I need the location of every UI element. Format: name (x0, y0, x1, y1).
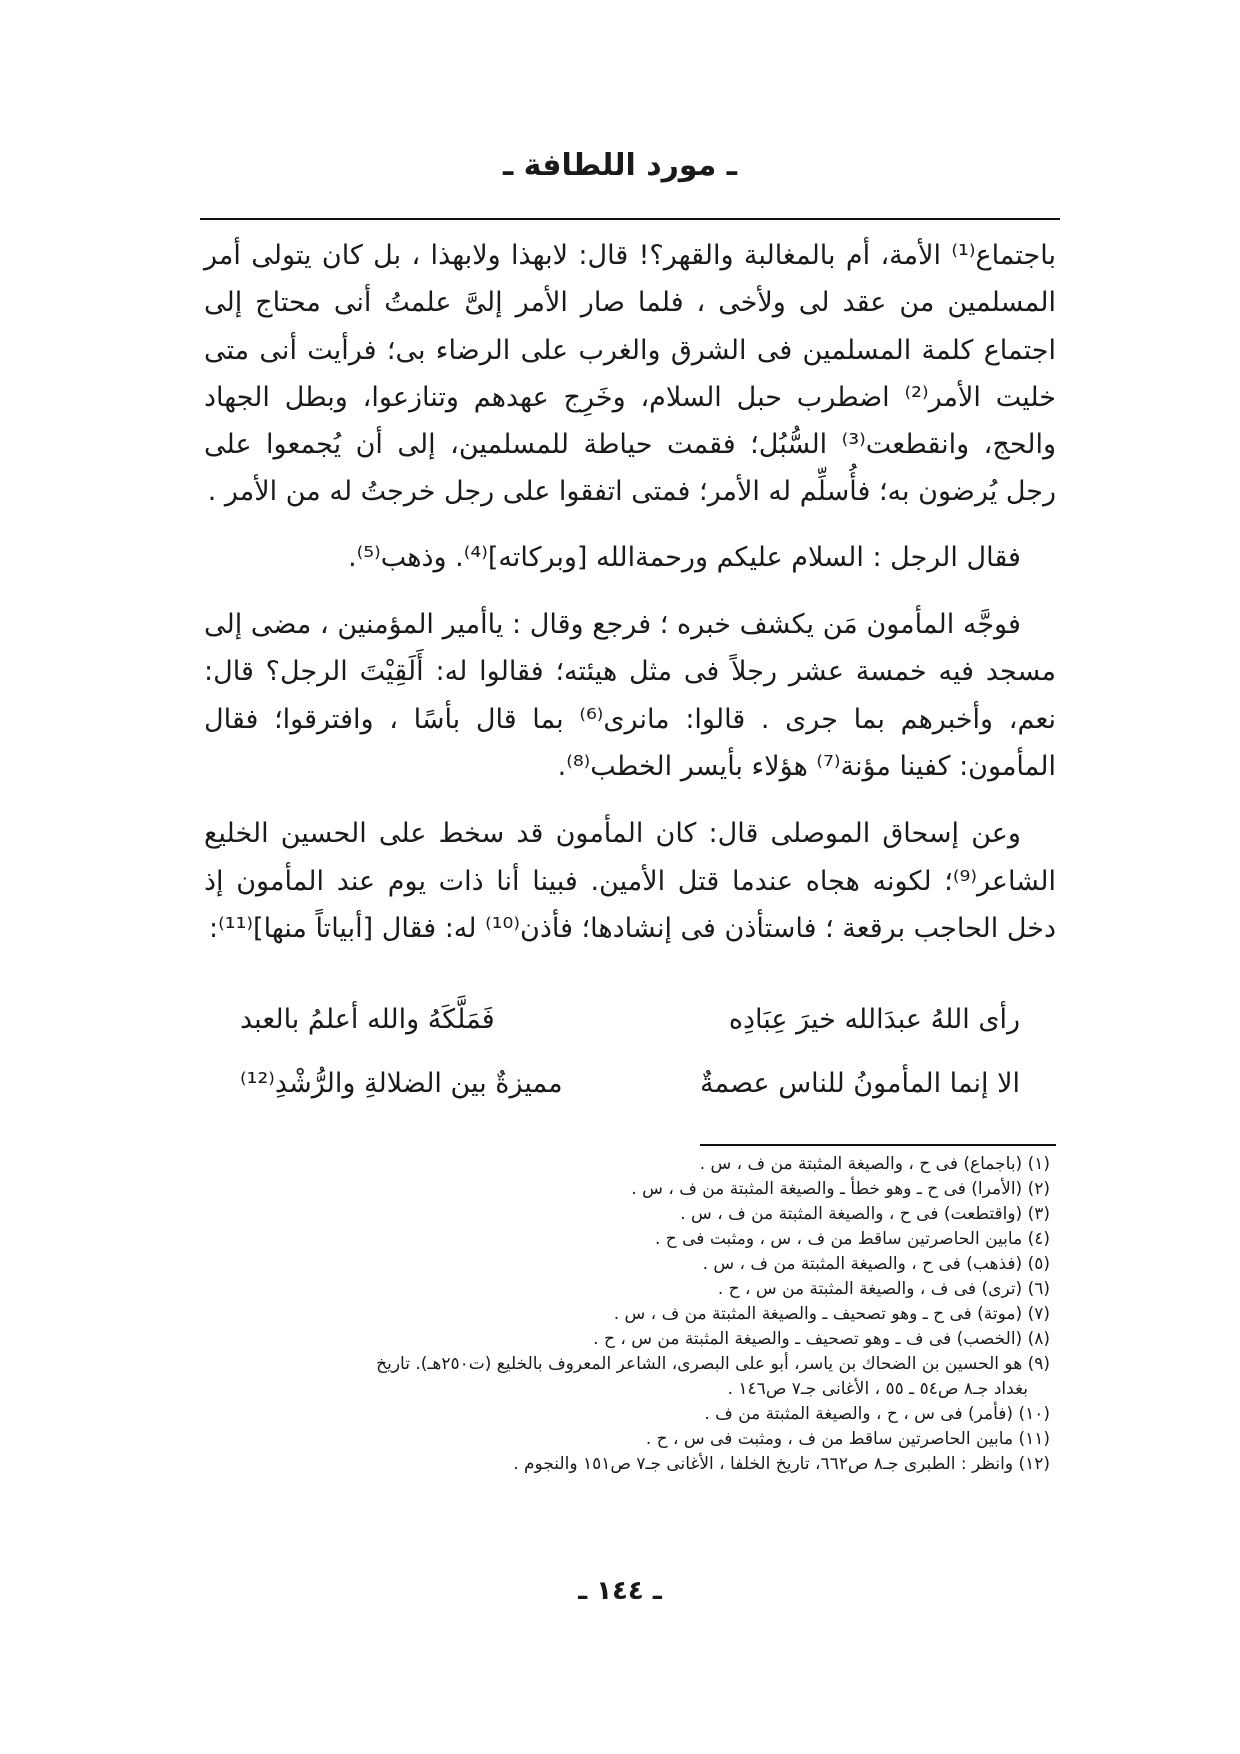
footnote: (٥) (فذهب) فى ح ، والصيغة المثبتة من ف ، س . (702, 1254, 1050, 1274)
footnote: (٣) (واقتطعت) فى ح ، والصيغة المثبتة من ف ، س . (680, 1204, 1050, 1224)
footnote: (٧) (موتة) فى ح ـ وهو تصحيف ـ والصيغة المثبتة من ف ، س . (613, 1304, 1050, 1324)
verse-first-hemistich: الا إنما المأمونُ للناس عصمةٌ (700, 1068, 1020, 1099)
footnote: (٨) (الخصب) فى ف ـ وهو تصحيف ـ والصيغة المثبتة من س ، ح . (593, 1329, 1050, 1349)
paragraph: باجتماع⁽¹⁾ الأمة، أم بالمغالبة والقهر؟! قال: لابهذا ولابهذا ، بل كان يتولى أمر المسلمين من عقد لى ولأخى ، فلما صار الأمر إلىَّ علمتُ أنى محتاج إلى اجتماع كلمة المسلمين فى الشرق والغرب على الرضاء بى؛ فرأيت أنى متى خليت الأمر⁽²⁾ اضطرب حبل السلام، وخَرِج عهدهم وتنازعوا، وبطل الجهاد والحج، وانقطعت⁽³⁾ السُّبُل؛ فقمت حياطة للمسلمين، إلى أن يُجمعوا على رجل يُرضون به؛ فأُسلِّم له الأمر؛ فمتى اتفقوا على رجل خرجتُ له من الأمر . (204, 240, 1057, 508)
poem-verses (240, 1004, 1020, 1132)
footnote: (٦) (ترى) فى ف ، والصيغة المثبتة من س ، ح . (717, 1279, 1050, 1299)
running-header: ـ مورد اللطافة ـ (502, 148, 737, 183)
footnote-rule (700, 1144, 1056, 1146)
footnote: (١٢) وانظر : الطبرى جـ٨ ص٦٦٢، تاريخ الخلفا ، الأغانى جـ٧ ص١٥١ والنجوم . (513, 1454, 1050, 1474)
footnote: (٩) هو الحسين بن الضحاك بن ياسر، أبو على البصرى، الشاعر المعروف بالخليع (ت٢٥٠هـ). تاريخ (376, 1354, 1050, 1374)
page-number: ـ ١٤٤ ـ (578, 1576, 662, 1606)
footnote: (٢) (الأمرا) فى ح ـ وهو خطأ ـ والصيغة المثبتة من ف ، س . (631, 1179, 1050, 1199)
footnote: (١) (باجماع) فى ح ، والصيغة المثبتة من ف ، س . (699, 1154, 1050, 1174)
main-text (204, 232, 1056, 952)
verse-first-hemistich: رأى اللهُ عبدَالله خيرَ عِبَادِه (728, 1004, 1020, 1035)
footnote: (١٠) (فأمر) فى س ، ح ، والصيغة المثبتة من ف . (704, 1404, 1050, 1424)
footnote: (٤) مابين الحاصرتين ساقط من ف ، س ، ومثبت فى ح . (654, 1229, 1050, 1249)
footnotes (204, 1152, 1050, 1477)
header-rule (200, 218, 1060, 220)
verse-second-hemistich: فَمَلَّكَهُ والله أعلمُ بالعبد (240, 1004, 495, 1035)
footnote-continuation: بغداد جـ٨ ص٥٤ ـ ٥٥ ، الأغانى جـ٧ ص١٤٦ . (727, 1379, 1028, 1399)
footnote: (١١) مابين الحاصرتين ساقط من ف ، ومثبت فى س ، ح . (645, 1429, 1050, 1449)
paragraph: فوجَّه المأمون مَن يكشف خبره ؛ فرجع وقال : ياأمير المؤمنين ، مضى إلى مسجد فيه خمسة عشر رجلاً فى مثل هيئته؛ فقالوا له: أَلَقِيْتَ الرجل؟ قال: نعم، وأخبرهم بما جرى . قالوا: مانرى⁽⁶⁾ بما قال بأسًا ، وافترقوا؛ فقال المأمون: كفينا مؤنة⁽⁷⁾ هؤلاء بأيسر الخطب⁽⁸⁾. (204, 609, 1056, 782)
verse-line (240, 1004, 1020, 1068)
paragraph: وعن إسحاق الموصلى قال: كان المأمون قد سخط على الحسين الخليع الشاعر⁽⁹⁾؛ لكونه هجاه عندما قتل الأمين. فبينا أنا ذات يوم عند المأمون إذ دخل الحاجب برقعة ؛ فاستأذن فى إنشادها؛ فأذن⁽¹⁰⁾ له: فقال [أبياتاً منها]⁽¹¹⁾: (204, 818, 1056, 944)
verse-line (240, 1068, 1020, 1132)
paragraph: فقال الرجل : السلام عليكم ورحمةالله [وبركاته]⁽⁴⁾. وذهب⁽⁵⁾. (348, 541, 1021, 573)
verse-second-hemistich: مميزةٌ بين الضلالةِ والرُّشْدِ⁽¹²⁾ (240, 1068, 563, 1099)
